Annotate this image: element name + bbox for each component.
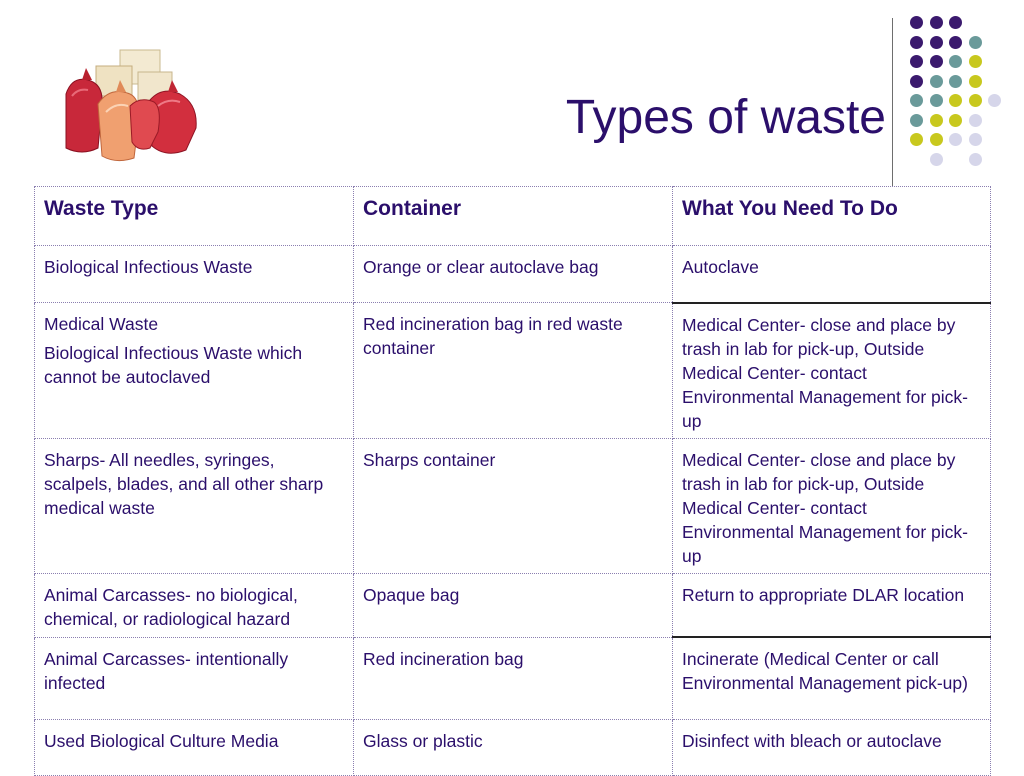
table-row <box>35 719 991 775</box>
action-cell: Medical Center- close and place by trash in lab for pick-up, Outside Medical Center- contact Environmental Management for pick-up <box>673 438 991 573</box>
decorative-dot <box>910 16 923 29</box>
decorative-dot <box>969 55 982 68</box>
decorative-dot <box>930 55 943 68</box>
waste-type-cell: Sharps- All needles, syringes, scalpels, blades, and all other sharp medical waste <box>35 438 354 573</box>
waste-types-table <box>34 186 991 776</box>
waste-type-cell: Animal Carcasses- no biological, chemical, or radiological hazard <box>35 573 354 637</box>
decorative-dot-grid <box>910 16 1010 166</box>
action-cell: Disinfect with bleach or autoclave <box>673 719 991 775</box>
waste-type-cell: Used Biological Culture Media <box>35 719 354 775</box>
decorative-dot <box>949 114 962 127</box>
decorative-dot <box>949 94 962 107</box>
table-row <box>35 637 991 719</box>
decorative-dot <box>910 36 923 49</box>
table-row <box>35 246 991 303</box>
decorative-dot <box>930 153 943 166</box>
title-divider <box>892 18 893 186</box>
container-cell: Opaque bag <box>354 573 673 637</box>
decorative-dot <box>930 75 943 88</box>
decorative-dot <box>988 94 1001 107</box>
table-header-row <box>35 187 991 246</box>
container-cell: Red incineration bag <box>354 637 673 719</box>
table-row <box>35 438 991 573</box>
decorative-dot <box>910 133 923 146</box>
decorative-dot <box>949 16 962 29</box>
decorative-dot <box>969 114 982 127</box>
decorative-dot <box>949 55 962 68</box>
waste-type-cell: Medical Waste Biological Infectious Waste which cannot be autoclaved <box>35 303 354 439</box>
slide-title: Types of waste <box>565 91 886 144</box>
decorative-dot <box>910 55 923 68</box>
decorative-dot <box>969 94 982 107</box>
biohazard-bags-image <box>58 36 208 166</box>
decorative-dot <box>969 75 982 88</box>
container-cell: Red incineration bag in red waste container <box>354 303 673 439</box>
action-cell: Autoclave <box>673 246 991 303</box>
waste-type-cell: Animal Carcasses- intentionally infected <box>35 637 354 719</box>
action-cell: Return to appropriate DLAR location <box>673 573 991 637</box>
decorative-dot <box>930 94 943 107</box>
action-cell: Incinerate (Medical Center or call Environmental Management pick-up) <box>673 637 991 719</box>
decorative-dot <box>930 16 943 29</box>
decorative-dot <box>969 153 982 166</box>
decorative-dot <box>930 133 943 146</box>
decorative-dot <box>930 114 943 127</box>
decorative-dot <box>949 36 962 49</box>
decorative-dot <box>910 94 923 107</box>
decorative-dot <box>969 36 982 49</box>
action-cell: Medical Center- close and place by trash in lab for pick-up, Outside Medical Center- contact Environmental Management for pick-up <box>673 303 991 439</box>
container-cell: Orange or clear autoclave bag <box>354 246 673 303</box>
waste-type-cell: Biological Infectious Waste <box>35 246 354 303</box>
table-row <box>35 303 991 439</box>
container-cell: Glass or plastic <box>354 719 673 775</box>
header-waste-type: Waste Type <box>35 187 354 246</box>
header-container: Container <box>354 187 673 246</box>
container-cell: Sharps container <box>354 438 673 573</box>
decorative-dot <box>910 75 923 88</box>
decorative-dot <box>969 133 982 146</box>
header-what-to-do: What You Need To Do <box>673 187 991 246</box>
decorative-dot <box>930 36 943 49</box>
table-row <box>35 573 991 637</box>
decorative-dot <box>910 114 923 127</box>
decorative-dot <box>949 133 962 146</box>
decorative-dot <box>949 75 962 88</box>
